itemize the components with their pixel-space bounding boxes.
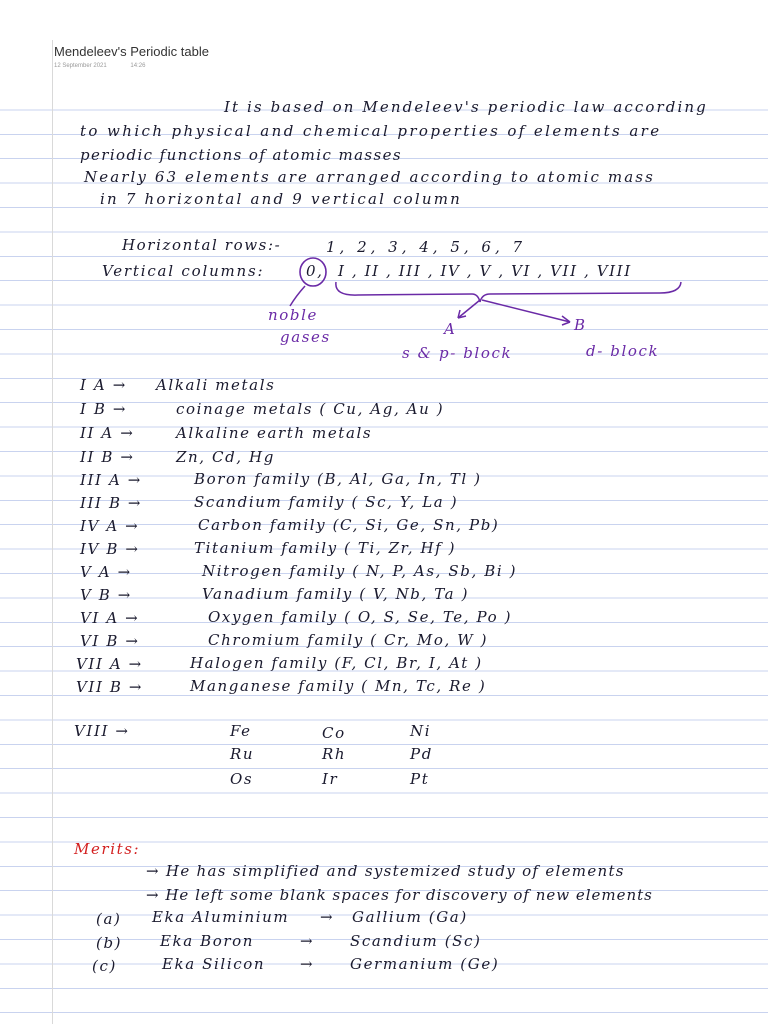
viii-element: Ru: [230, 745, 255, 763]
example-marker: (b): [96, 934, 123, 952]
example-element: Germanium (Ge): [350, 955, 500, 973]
example-element: Scandium (Sc): [350, 932, 482, 950]
example-arrow: →: [300, 955, 315, 973]
example-arrow: →: [300, 932, 315, 950]
rows-values: 1, 2, 3, 4, 5, 6, 7: [326, 238, 527, 256]
example-marker: (a): [96, 910, 122, 928]
viii-element: Ir: [322, 770, 339, 788]
noble-label-1: noble: [268, 306, 318, 324]
rows-label: Horizontal rows:-: [122, 236, 282, 254]
group-family: Titanium family ( Ti, Zr, Hf ): [194, 539, 457, 557]
column-brace: [336, 282, 681, 302]
block-b-text: d- block: [586, 342, 660, 360]
group-label: VI B →: [80, 632, 140, 650]
group-label: II B →: [80, 448, 135, 466]
arrow-a-line: [458, 300, 480, 318]
note-date: 12 September 2021: [54, 63, 107, 69]
group-family: Oxygen family ( O, S, Se, Te, Po ): [208, 608, 513, 626]
group-family: Alkali metals: [156, 376, 276, 394]
group-label: I B →: [80, 400, 128, 418]
group-family: Alkaline earth metals: [176, 424, 373, 442]
group-label: III B →: [80, 494, 143, 512]
column-zero: 0,: [306, 262, 324, 280]
group-family: Vanadium family ( V, Nb, Ta ): [202, 585, 470, 603]
viii-element: Co: [322, 724, 346, 742]
example-eka: Eka Silicon: [162, 955, 266, 973]
viii-element: Rh: [322, 745, 347, 763]
group-family: Carbon family (C, Si, Ge, Sn, Pb): [198, 516, 500, 534]
page-title[interactable]: Mendeleev's Periodic table: [54, 44, 209, 59]
group-label: V B →: [80, 586, 132, 604]
group-family: Chromium family ( Cr, Mo, W ): [208, 631, 489, 649]
group-label: III A →: [80, 471, 142, 489]
group-label: IV B →: [80, 540, 140, 558]
intro-line-3: periodic functions of atomic masses: [80, 146, 402, 164]
example-eka: Eka Boron: [160, 932, 255, 950]
viii-element: Ni: [410, 722, 432, 740]
group-family: Manganese family ( Mn, Tc, Re ): [190, 677, 487, 695]
viii-element: Pd: [410, 745, 433, 763]
viii-element: Os: [230, 770, 254, 788]
columns-label: Vertical columns:: [102, 262, 265, 280]
group-family: Halogen family (F, Cl, Br, I, At ): [190, 654, 483, 672]
group-family: Zn, Cd, Hg: [176, 448, 275, 466]
group-family: Nitrogen family ( N, P, As, Sb, Bi ): [202, 562, 518, 580]
block-b-letter: B: [574, 316, 587, 334]
columns-values: I , II , III , IV , V , VI , VII , VIII: [338, 262, 632, 280]
noble-label-2: gases: [280, 328, 331, 346]
group-label: V A →: [80, 563, 132, 581]
intro-line-4: Nearly 63 elements are arranged according to atomic mass: [84, 168, 655, 186]
group-label: I A →: [80, 376, 127, 394]
merit-line-1: → He has simplified and systemized study of elements: [146, 862, 625, 880]
group-label: II A →: [80, 424, 135, 442]
merits-heading: Merits:: [74, 840, 141, 858]
viii-label: VIII →: [74, 722, 130, 740]
block-a-text: s & p- block: [402, 344, 513, 362]
block-a-letter: A: [444, 320, 457, 338]
zero-circle: [300, 258, 326, 286]
group-family: Scandium family ( Sc, Y, La ): [194, 493, 459, 511]
viii-element: Pt: [410, 770, 430, 788]
group-label: VII A →: [76, 655, 143, 673]
note-time: 14:26: [130, 63, 146, 69]
intro-line-2: to which physical and chemical properties of elements are: [80, 122, 662, 140]
example-eka: Eka Aluminium: [152, 908, 290, 926]
viii-element: Fe: [230, 722, 252, 740]
group-family: Boron family (B, Al, Ga, In, Tl ): [194, 470, 482, 488]
merit-line-2: → He left some blank spaces for discovery of new elements: [146, 886, 653, 904]
example-arrow: →: [320, 908, 335, 926]
group-family: coinage metals ( Cu, Ag, Au ): [176, 400, 445, 418]
example-element: Gallium (Ga): [352, 908, 468, 926]
example-marker: (c): [92, 957, 117, 975]
group-label: VI A →: [80, 609, 140, 627]
arrow-b-line: [482, 300, 570, 322]
group-label: VII B →: [76, 678, 144, 696]
noble-pointer-line: [290, 286, 305, 306]
intro-line-5: in 7 horizontal and 9 vertical column: [100, 190, 463, 208]
group-label: IV A →: [80, 517, 140, 535]
intro-line-1: It is based on Mendeleev's periodic law according: [224, 98, 708, 116]
